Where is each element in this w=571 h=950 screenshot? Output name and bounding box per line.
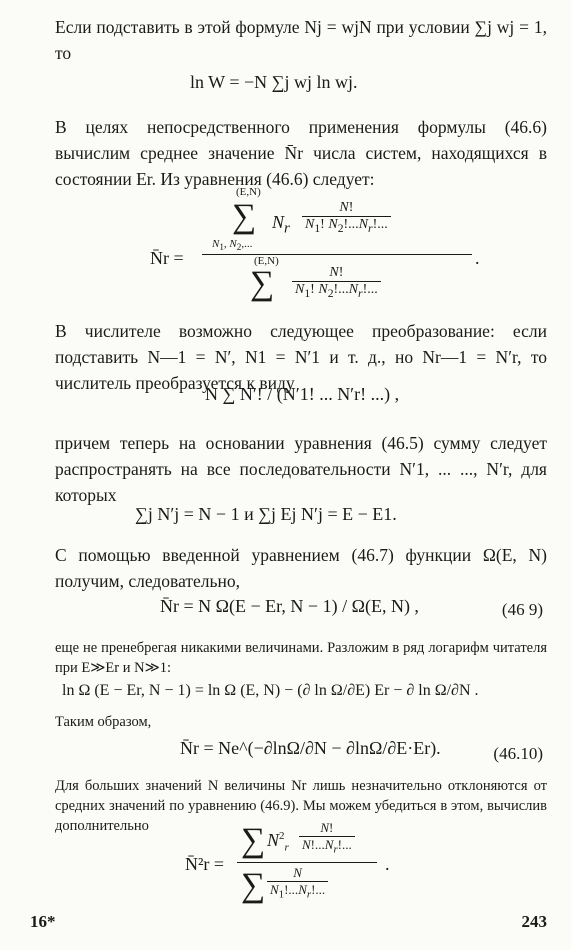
equation-number-46-10-text: (46.10) [493,744,543,763]
equation-nr-fraction [202,186,472,311]
page-number-text: 243 [521,912,547,931]
equation-46-9 [160,596,419,617]
paragraph-1 [55,14,547,66]
equation-log-expansion [62,682,479,700]
paragraph-4 [55,430,547,508]
equation-constraints-text: ∑j N′j = N − 1 и ∑j Ej N′j = E − E1. [135,504,397,524]
equation-lnw-text: ln W = −N ∑j wj ln wj. [190,72,358,92]
paragraph-7-text: Таким образом, [55,714,152,730]
book-page: Если подставить в этой формуле Nj = wjN при условии ∑j wj = 1, то ln W = −N ∑j wj ln wj. В целях непосредственного применения формулы (46.6) вычислим среднее значение N̄r числа систем, находящихся в состоянии Er. Из уравнения (46.6) следует: N̄r = (E,N) ∑ $N_1$, $N_2$,... $N_r$ $\frac{N!}{N_1! N_2!...N_r!...}$ (E,N) ∑ $\frac{N!}{N_1! N_2!...N_r!...}$ . В числителе возможно следующее преобразование: если подставить N—1 = N′, N1 = N′1 и т. д., но Nr—1 = N′r, то числитель преобразуется к виду N ∑ N′! / (N′1! ... N′r! ...) , причем теперь на основании уравнения (46.5) сумму следует распространять на все последовательности N′1, ... ..., N′r, для которых ∑j N′j = N − 1 и ∑j Ej N′j = E − E1. С помощью введенной уравнением (46.7) функции Ω(E, N) получим, следовательно, N̄r = N Ω(E − Er, N − 1) / Ω(E, N) , (46 9) еще не пренебрегая никакими величинами. Разложим в ряд логарифм читателя при E≫Er и N≫1: ln Ω (E − Er, N − 1) = ln Ω (E, N) − (∂ ln Ω/∂E) Er − ∂ ln Ω/∂N . Таким образом, N̄r = Ne^(−∂lnΩ/∂N − ∂lnΩ/∂E·Er). (46.10) Для больших значений N величины Nr лишь незначительно отклоняются от средних значений по уравнению (46.9). Мы можем убедиться в этом, вычислив дополнительно N̄²r = ∑ $N^2_r$ $\frac{N!}{N!...N_r!...}$ ∑ $\frac{N}{N_1!...N_r!...}$ . 16* 243 [0,0,571,950]
paragraph-3-text: В числителе возможно следующее преобразование: если подставить N—1 = N′, N1 = N′1 и т. д., но Nr—1 = N′r, то числитель преобразуется к виду [55,321,547,393]
fraction-numerator: (E,N) ∑ $N_1$, $N_2$,... $N_r$ $\frac{N!}{N_1! N_2!...N_r!...}$ [202,190,472,254]
footer-signature-mark [30,912,56,932]
equation-nr-squared-lhs: N̄²r = [185,854,225,874]
equation-46-9-text: N̄r = N Ω(E − Er, N − 1) / Ω(E, N) , [160,596,419,616]
equation-number-46-9-text: (46 9) [501,600,543,619]
paragraph-6-text: еще не пренебрегая никакими величинами. Разложим в ряд логарифм читателя при E≫Er и N≫1: [55,640,547,676]
equation-lnw [190,72,357,93]
equation-constraints [135,504,397,525]
equation-nr-squared-fraction [237,820,377,907]
paragraph-5 [55,542,547,594]
fraction-numerator-2: ∑ $N^2_r$ $\frac{N!}{N!...N_r!...}$ [237,820,377,862]
equation-46-10-text: N̄r = Ne^(−∂lnΩ/∂N − ∂lnΩ/∂E·Er). [180,738,441,758]
paragraph-4-text: причем теперь на основании уравнения (46.5) сумму следует распространять на все последовательности N′1, ... ..., N′r, для которых [55,433,547,505]
equation-log-expansion-text: ln Ω (E − Er, N − 1) = ln Ω (E, N) − (∂ ln Ω/∂E) Er − ∂ ln Ω/∂N . [62,682,479,699]
paragraph-1-text: Если подставить в этой формуле Nj = wjN при условии ∑j wj = 1, то [55,17,547,63]
equation-number-46-10 [493,744,543,764]
paragraph-5-text: С помощью введенной уравнением (46.7) функции Ω(E, N) получим, следовательно, [55,545,547,591]
footer-left-text: 16* [30,912,56,931]
equation-numerator-transformed-text: N ∑ N′! / (N′1! ... N′r! ...) , [205,384,400,404]
paragraph-2 [55,114,547,192]
paragraph-8-text: Для больших значений N величины Nr лишь незначительно отклоняются от средних значений по уравнению (46.9). Мы можем убедиться в этом, вычислив дополнительно [55,778,547,834]
fraction-denominator-2: ∑ $\frac{N}{N_1!...N_r!...}$ [237,863,377,907]
paragraph-7 [55,712,547,732]
fraction-denominator: (E,N) ∑ $\frac{N!}{N_1! N_2!...N_r!...}$ [202,255,472,311]
equation-numerator-transformed [205,384,399,405]
paragraph-2-text: В целях непосредственного применения формулы (46.6) вычислим среднее значение N̄r числа систем, находящихся в состоянии Er. Из уравнения (46.6) следует: [55,117,547,189]
paragraph-6 [55,638,547,678]
equation-nr-lhs: N̄r = [150,248,184,268]
equation-46-10 [180,738,441,759]
page-number [522,912,548,932]
equation-number-46-9 [502,600,543,620]
